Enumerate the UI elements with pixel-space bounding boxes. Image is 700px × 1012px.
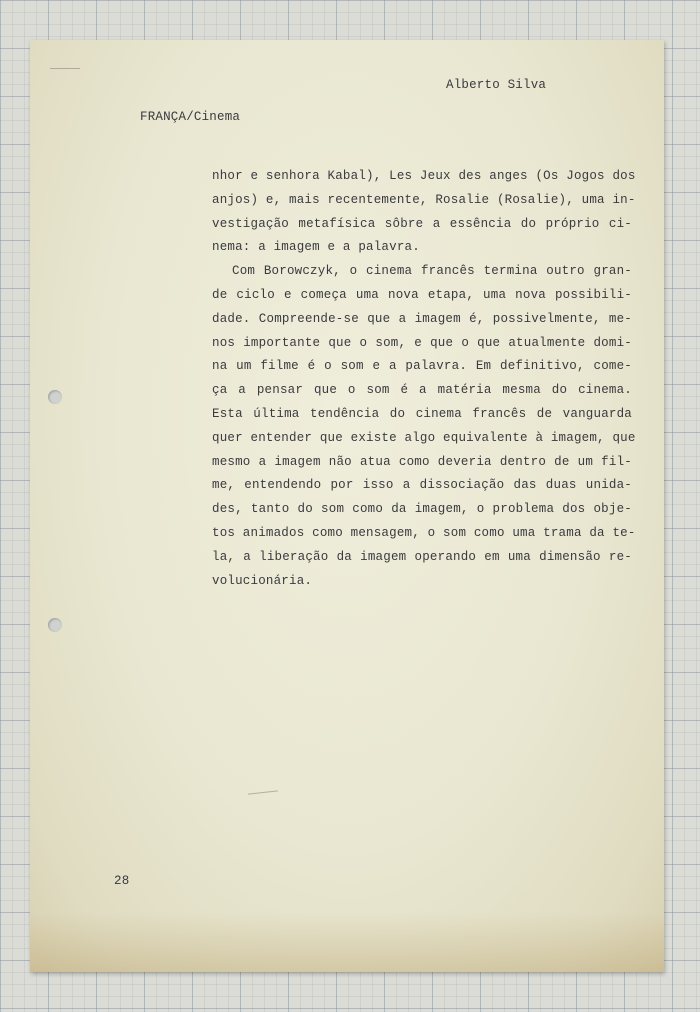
body-line: des, tanto do som como da imagem, o problema dos obje- (212, 502, 632, 517)
punch-hole-upper (48, 390, 62, 404)
body-line: mesmo a imagem não atua como deveria dentro de um fil- (212, 454, 632, 469)
body-line: anjos) e, mais recentemente, Rosalie (Rosalie), uma in- (212, 192, 636, 207)
page-number: 28 (114, 874, 130, 888)
body-line: Com Borowczyk, o cinema francês termina outro gran- (232, 264, 632, 279)
body-line: Esta última tendência do cinema francês de vanguarda (212, 406, 632, 421)
body-line: na um filme é o som e a palavra. Em definitivo, come- (212, 359, 632, 374)
pen-mark (248, 790, 278, 794)
body-line: nema: a imagem e a palavra. (212, 240, 420, 255)
section-heading: FRANÇA/Cinema (140, 110, 241, 124)
body-line: volucionária. (212, 573, 313, 588)
body-paragraphs (212, 165, 636, 593)
body-line: quer entender que existe algo equivalente à imagem, que (212, 430, 636, 445)
pen-mark (50, 68, 80, 69)
typewritten-page (30, 40, 664, 972)
author-name: Alberto Silva (446, 78, 547, 92)
body-line: de ciclo e começa uma nova etapa, uma nova possibili- (212, 287, 632, 302)
body-line: me, entendendo por isso a dissociação das duas unida- (212, 478, 632, 493)
body-line: vestigação metafísica sôbre a essência do próprio ci- (212, 216, 632, 231)
punch-hole-lower (48, 618, 62, 632)
body-line: la, a liberação da imagem operando em uma dimensão re- (212, 549, 632, 564)
body-line: nhor e senhora Kabal), Les Jeux des anges (Os Jogos dos (212, 169, 636, 183)
body-line: tos animados como mensagem, o som como uma trama da te- (212, 525, 636, 540)
body-line: dade. Compreende-se que a imagem é, possivelmente, me- (212, 311, 632, 326)
body-line: nos importante que o som, e que o que atualmente domi- (212, 335, 632, 350)
body-line: ça a pensar que o som é a matéria mesma do cinema. (212, 383, 632, 398)
